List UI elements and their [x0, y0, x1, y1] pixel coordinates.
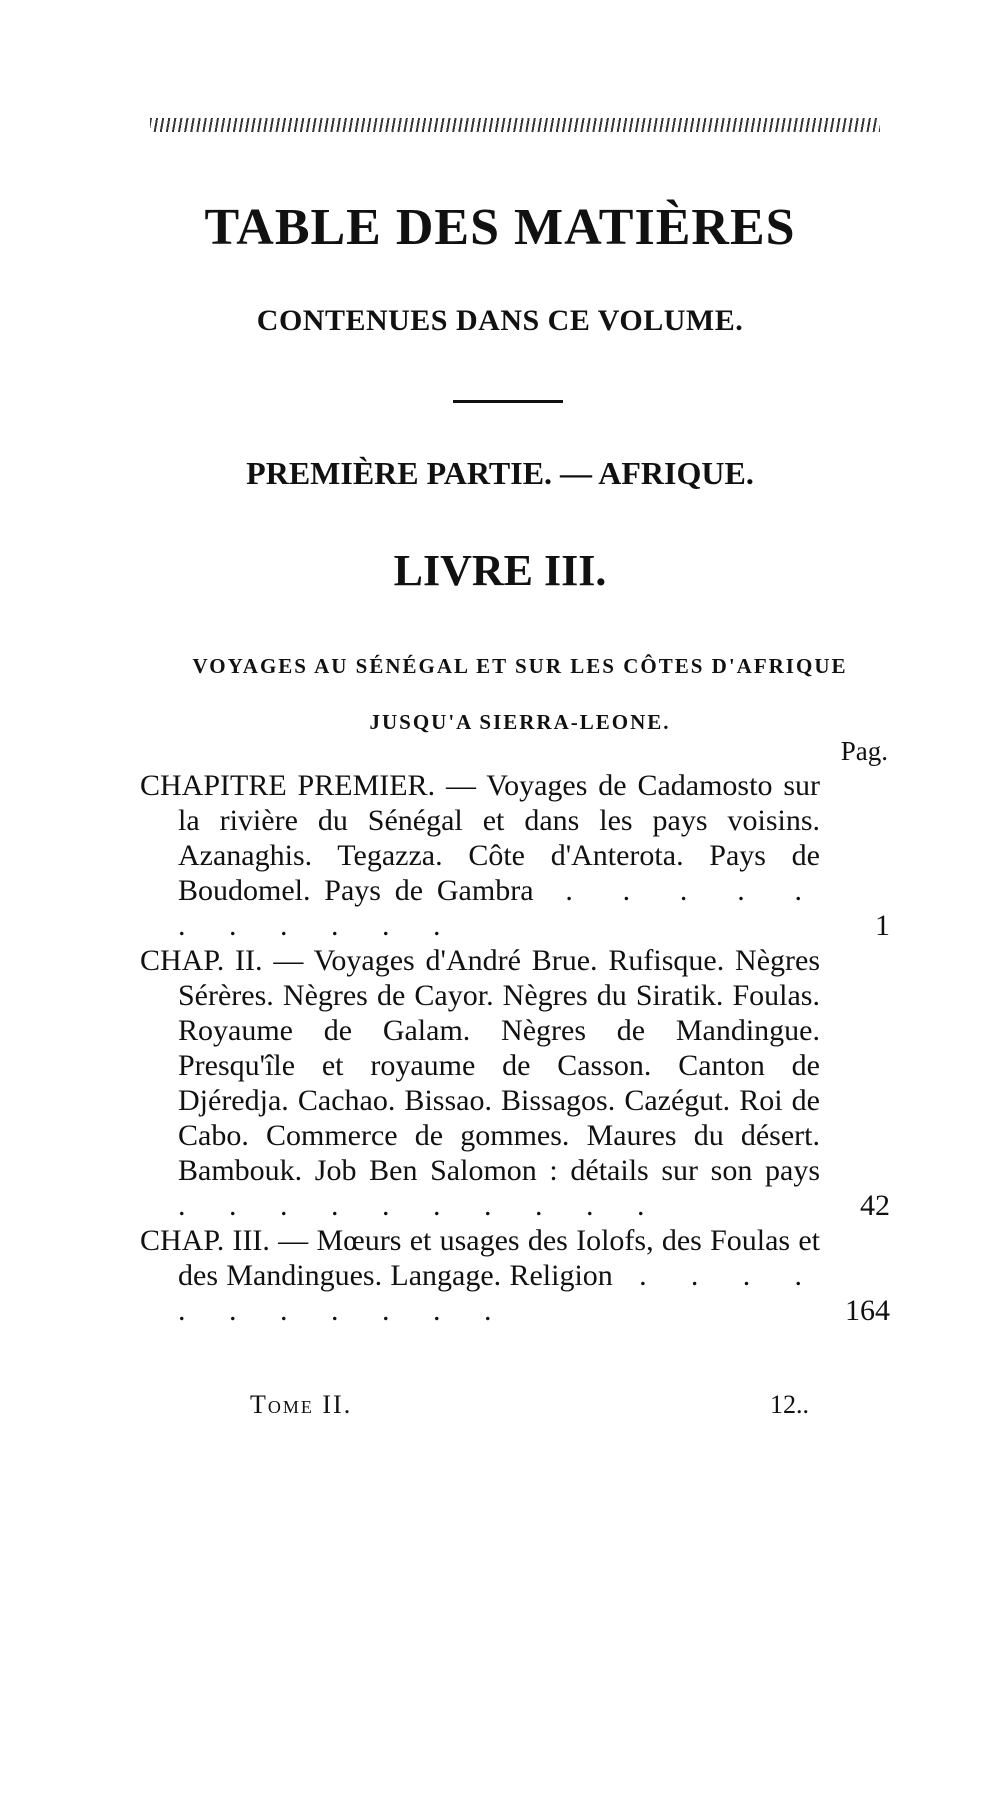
book-heading: LIVRE III. [393, 546, 607, 595]
volume-label: Tome II. [250, 1390, 353, 1419]
page-title: TABLE DES MATIÈRES [204, 199, 796, 256]
book-description: VOYAGES AU SÉNÉGAL ET SUR LES CÔTES D'AFRIQUE JUSQU'A SIERRA-LEONE. [192, 654, 848, 734]
page-subtitle: CONTENUES DANS CE VOLUME. [256, 304, 744, 337]
toc-entry [140, 943, 890, 1223]
decorative-ornament-rule [150, 118, 880, 132]
toc-entry [140, 768, 890, 943]
toc-page-number: 1 [875, 909, 890, 942]
toc-page-number: 42 [860, 1189, 890, 1222]
toc-page-number: 164 [845, 1294, 890, 1327]
signature-mark: 12.. [770, 1390, 809, 1419]
divider-rule [453, 400, 563, 403]
part-heading: PREMIÈRE PARTIE. — AFRIQUE. [246, 455, 754, 491]
table-of-contents [140, 768, 890, 1328]
toc-entry [140, 1223, 890, 1328]
toc-entry-text: CHAP. II. — Voyages d'André Brue. Rufisque. Nègres Sérères. Nègres de Cayor. Nègres du Siratik. Foulas. Royaume de Galam. Nègres de Mandingue. Presqu'île et royaume de Casson. Canton de Djéredja. Cachao. Bissao. Bissagos. Cazégut. Roi de Cabo. Commerce de gommes. Maures du désert. Bambouk. Job Ben Salomon : détails sur son pays [140, 944, 820, 1187]
leader-dots: . . . . . . . . . . . [178, 1259, 820, 1327]
page-column-label: Pag. [840, 736, 888, 766]
toc-entry-text: CHAPITRE PREMIER. — Voyages de Cadamosto sur la rivière du Sénégal et dans les pays voisins. Azanaghis. Tegazza. Côte d'Anterota. Pays de Boudomel. Pays de Gambra [140, 769, 820, 907]
leader-dots: . . . . . . . . . . [178, 1189, 663, 1222]
leader-dots: . . . . . . . . . . . [178, 874, 821, 942]
toc-entry-text: CHAP. III. — Mœurs et usages des Iolofs, des Foulas et des Mandingues. Langage. Religion [140, 1224, 820, 1292]
